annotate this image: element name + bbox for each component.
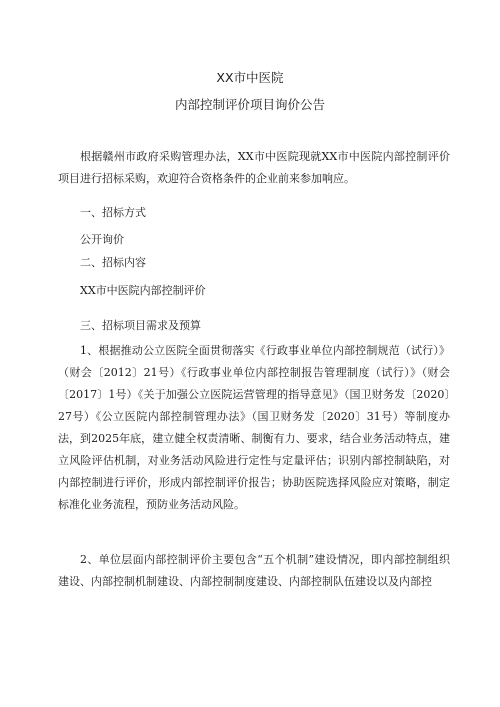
section-content-method: 公开询价 bbox=[80, 233, 124, 246]
section-heading-requirements: 三、招标项目需求及预算 bbox=[80, 319, 201, 332]
document-title: 内部控制评价项目询价公告 bbox=[174, 97, 325, 112]
section-heading-method: 一、招标方式 bbox=[80, 206, 146, 219]
document-title-org: XX市中医院 bbox=[216, 70, 284, 85]
section-content-content: XX市中医院内部控制评价 bbox=[80, 284, 206, 297]
requirements-item-1: 1、根据推动公立医院全面贯彻落实《行政事业单位内部控制规范（试行）》（财会〔2012〕21号）《行政事业单位内部控制报告管理制度（试行）》（财会〔2017〕1号）《关于加强公立医院运营管理的指导意见》（国卫财务发〔2020〕27号）《公立医院内部控制管理办法》（国卫财务发〔2020〕31号）等制度办法，到2025年底，建立健全权责清晰、制衡有力、要求，结合业务活动特点，建立风险评估机制，对业务活动风险进行定性与定量评估；识别内部控制缺陷，对内部控制进行评价，形成内部控制评价报告；协助医院选择风险应对策略，制定标准化业务流程，预防业务活动风险。 bbox=[58, 344, 450, 511]
intro-paragraph: 根据赣州市政府采购管理办法，XX市中医院现就XX市中医院内部控制评价项目进行招标采购，欢迎符合资格条件的企业前来参加响应。 bbox=[58, 150, 450, 185]
requirements-item-2: 2、单位层面内部控制评价主要包含“五个机制”建设情况，即内部控制组织建设、内部控制机制建设、内部控制制度建设、内部控制队伍建设以及内部控 bbox=[58, 553, 450, 588]
section-heading-content: 二、招标内容 bbox=[80, 256, 146, 269]
